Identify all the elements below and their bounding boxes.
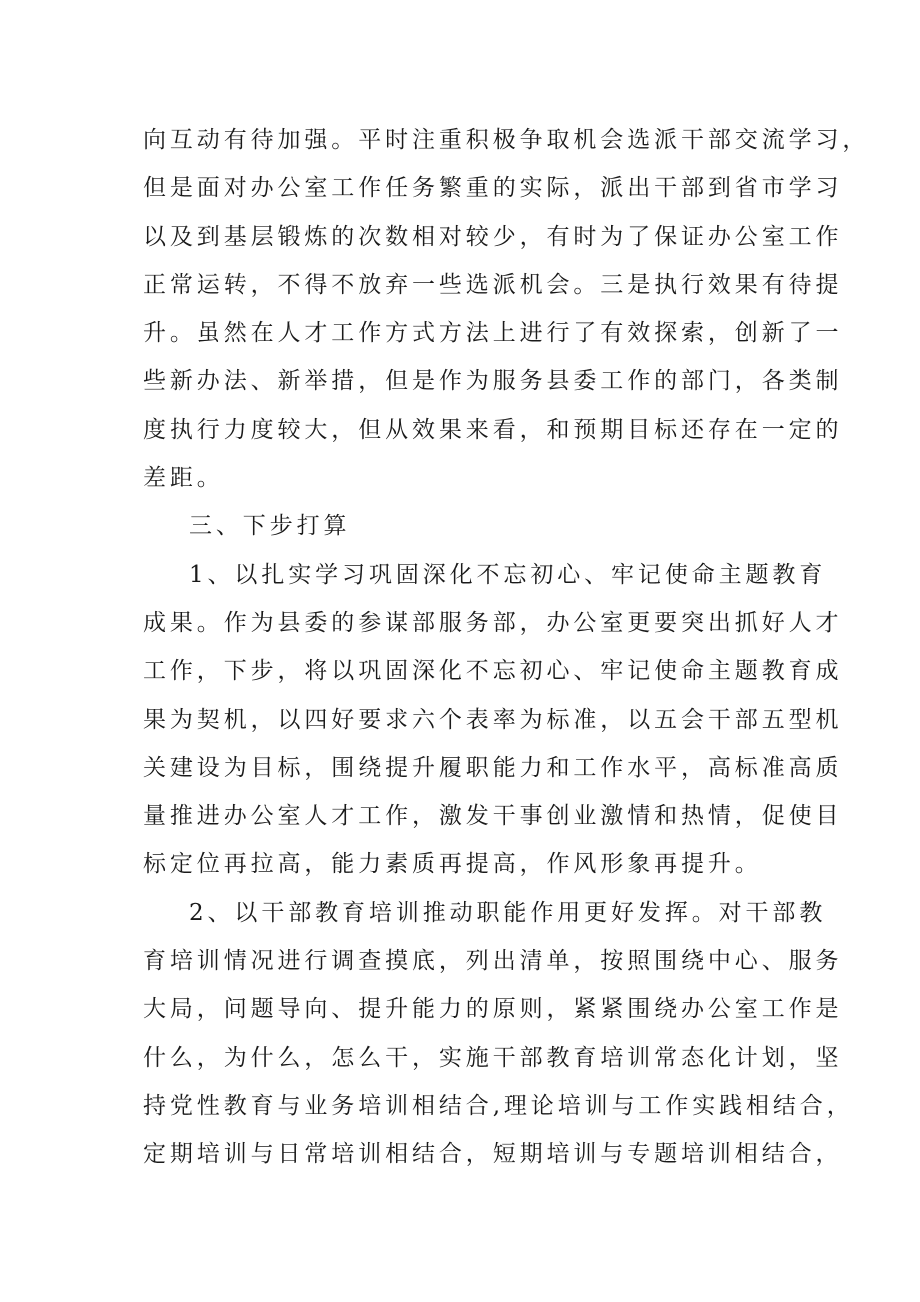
text-line: 成果。作为县委的参谋部服务部，办公室更要突出抓好人才: [143, 609, 843, 636]
text-line: 定期培训与日常培训相结合，短期培训与专题培训相结合，: [143, 1141, 843, 1168]
text-line: 关建设为目标，围绕提升履职能力和工作水平，高标准高质: [143, 754, 843, 781]
text-line: 些新办法、新举措，但是作为服务县委工作的部门，各类制: [143, 368, 843, 395]
text-line: 果为契机，以四好要求六个表率为标准，以五会干部五型机: [143, 706, 843, 733]
text-line: 但是面对办公室工作任务繁重的实际，派出干部到省市学习: [143, 175, 843, 202]
paragraph-first-line: 1、以扎实学习巩固深化不忘初心、牢记使命主题教育: [189, 561, 827, 588]
text-line: 正常运转，不得不放弃一些选派机会。三是执行效果有待提: [143, 271, 843, 298]
text-line: 标定位再拉高，能力素质再提高，作风形象再提升。: [143, 851, 762, 878]
text-line: 差距。: [143, 465, 224, 492]
text-line: 度执行力度较大，但从效果来看，和预期目标还存在一定的: [143, 416, 843, 443]
text-line: 升。虽然在人才工作方式方法上进行了有效探索，创新了一: [143, 320, 843, 347]
text-line: 量推进办公室人才工作，激发干事创业激情和热情，促使目: [143, 803, 843, 830]
text-line: 工作，下步，将以巩固深化不忘初心、牢记使命主题教育成: [143, 658, 843, 685]
text-line: 以及到基层锻炼的次数相对较少，有时为了保证办公室工作: [143, 223, 843, 250]
text-line: 大局，问题导向、提升能力的原则，紧紧围绕办公室工作是: [143, 996, 843, 1023]
text-line: 什么，为什么，怎么干，实施干部教育培训常态化计划，坚: [143, 1044, 843, 1071]
section-heading: 三、下步打算: [189, 513, 351, 540]
text-line: 向互动有待加强。平时注重积极争取机会选派干部交流学习，: [143, 127, 870, 153]
paragraph-first-line: 2、以干部教育培训推动职能作用更好发挥。对干部教: [189, 899, 827, 926]
text-line: 育培训情况进行调查摸底，列出清单，按照围绕中心、服务: [143, 948, 843, 975]
text-line: 持党性教育与业务培训相结合,理论培训与工作实践相结合，: [143, 1092, 854, 1119]
body-text: [143, 116, 870, 1179]
